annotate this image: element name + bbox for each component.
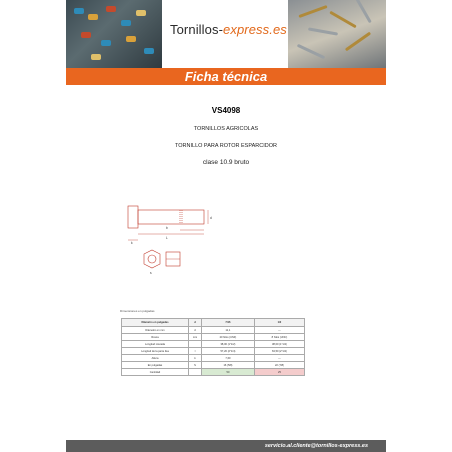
column-header: 1/2 bbox=[254, 319, 304, 327]
table-cell: 63,50 (2"1/2) bbox=[254, 348, 304, 355]
column-header: 7/16 bbox=[202, 319, 255, 327]
table-row bbox=[122, 362, 305, 369]
table-cell: 38,00 (1"1/2) bbox=[254, 341, 304, 348]
table-cell: 50 bbox=[202, 369, 255, 376]
column-header: d bbox=[189, 319, 202, 327]
table-cell: k bbox=[189, 355, 202, 362]
brand-accent: express.es bbox=[223, 22, 287, 37]
datasheet-page bbox=[66, 0, 386, 452]
drawing-label-s: s bbox=[150, 271, 152, 275]
table-cell: 38,00 (1"1/2) bbox=[202, 341, 255, 348]
table-cell: 57,20 (2"1/4) bbox=[202, 348, 255, 355]
table-cell: 16 (5/8) bbox=[202, 362, 255, 369]
table-cell: 25 bbox=[254, 369, 304, 376]
table-row bbox=[122, 334, 305, 341]
table-cell: En pulgadas bbox=[122, 362, 189, 369]
drawing-label-L: L bbox=[166, 236, 168, 240]
table-cell: Rosca bbox=[122, 334, 189, 341]
table-cell: Diámetro en mm bbox=[122, 327, 189, 334]
contact-email-link[interactable]: servicio.al.cliente@tornillos-express.es bbox=[264, 443, 368, 449]
table-cell: Altura bbox=[122, 355, 189, 362]
dimensions-table bbox=[121, 318, 305, 376]
column-header: Diámetro en pulgadas bbox=[122, 319, 189, 327]
table-cell: Cantidad bbox=[122, 369, 189, 376]
table-row bbox=[122, 348, 305, 355]
table-row bbox=[122, 355, 305, 362]
table-header-row bbox=[122, 319, 305, 327]
tools-photo bbox=[66, 0, 162, 68]
product-category: TORNILLOS AGRICOLAS bbox=[193, 126, 259, 132]
product-description: TORNILLO PARA ROTOR ESPARCIDOR bbox=[175, 143, 277, 149]
table-cell: Longitud de la parte lisa bbox=[122, 348, 189, 355]
table-cell bbox=[189, 341, 202, 348]
product-reference: VS4098 bbox=[211, 106, 241, 115]
table-cell: — bbox=[254, 327, 304, 334]
brand-main: Tornillos- bbox=[170, 22, 224, 37]
hex-head-end-view bbox=[144, 250, 160, 268]
table-cell: S bbox=[189, 362, 202, 369]
screws-photo bbox=[288, 0, 386, 68]
title-bar bbox=[66, 68, 386, 85]
table-cell bbox=[189, 369, 202, 376]
header-banner bbox=[66, 0, 386, 68]
table-cell: 20 hilos (UNF) bbox=[202, 334, 255, 341]
product-grade: clase 10.9 bruto bbox=[202, 159, 250, 166]
dimensions-note: Dimensiones en pulgadas bbox=[120, 309, 155, 313]
table-cell: 7,60 bbox=[202, 355, 255, 362]
table-cell: 8 hilos (UNC) bbox=[254, 334, 304, 341]
table-cell: d bbox=[189, 327, 202, 334]
table-cell: Longitud roscada bbox=[122, 341, 189, 348]
table-row bbox=[122, 369, 305, 376]
table-cell: — bbox=[254, 355, 304, 362]
sheet-title: Ficha técnica bbox=[184, 69, 268, 84]
footer-bar bbox=[66, 440, 386, 452]
drawing-label-d: d bbox=[210, 216, 212, 220]
table-cell: l bbox=[189, 348, 202, 355]
technical-drawing bbox=[122, 196, 214, 286]
bolt-shank bbox=[138, 210, 204, 224]
brand-logo bbox=[170, 22, 287, 37]
table-cell: 11,1 bbox=[202, 327, 255, 334]
table-cell: 22 (7/8) bbox=[254, 362, 304, 369]
drawing-label-k: k bbox=[131, 241, 133, 245]
bolt-head-side bbox=[128, 206, 138, 228]
table-cell: mm bbox=[189, 334, 202, 341]
drawing-label-b: b bbox=[166, 226, 168, 230]
table-row bbox=[122, 327, 305, 334]
table-row bbox=[122, 341, 305, 348]
